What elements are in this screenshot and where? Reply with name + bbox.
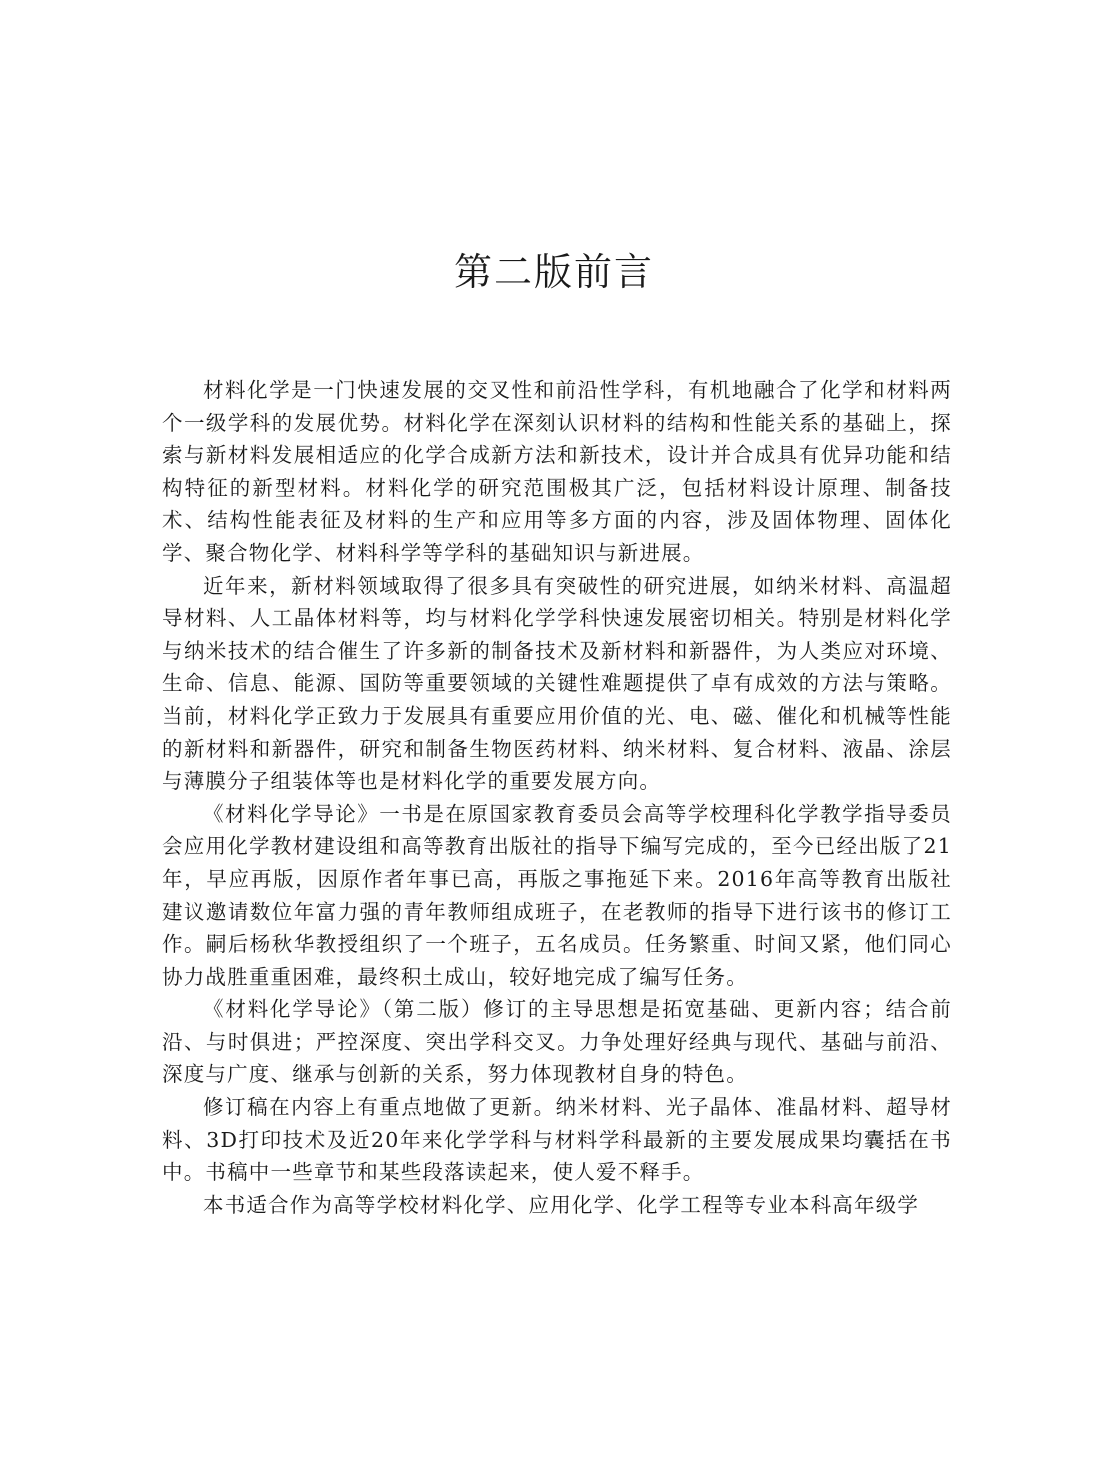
paragraph: 材料化学是一门快速发展的交叉性和前沿性学科，有机地融合了化学和材料两个一级学科的发展优势。材料化学在深刻认识材料的结构和性能关系的基础上，探索与新材料发展相适应的化学合成新方法和新技术，设计并合成具有优异功能和结构特征的新型材料。材料化学的研究范围极其广泛，包括材料设计原理、制备技术、结构性能表征及材料的生产和应用等多方面的内容，涉及固体物理、固体化学、聚合物化学、材料科学等学科的基础知识与新进展。 — [162, 378, 952, 565]
paragraph: 近年来，新材料领域取得了很多具有突破性的研究进展，如纳米材料、高温超导材料、人工晶体材料等，均与材料化学学科快速发展密切相关。特别是材料化学与纳米技术的结合催生了许多新的制备技术及新材料和新器件，为人类应对环境、生命、信息、能源、国防等重要领域的关键性难题提供了卓有成效的方法与策略。当前，材料化学正致力于发展具有重要应用价值的光、电、磁、催化和机械等性能的新材料和新器件，研究和制备生物医药材料、纳米材料、复合材料、液晶、涂层与薄膜分子组装体等也是材料化学的重要发展方向。 — [162, 573, 952, 794]
page-title: 第二版前言 — [453, 250, 654, 294]
paragraph: 本书适合作为高等学校材料化学、应用化学、化学工程等专业本科高年级学 — [203, 1192, 920, 1217]
paragraph: 《材料化学导论》（第二版）修订的主导思想是拓宽基础、更新内容；结合前沿、与时俱进；严控深度、突出学科交叉。力争处理好经典与现代、基础与前沿、深度与广度、继承与创新的关系，努力体现教材自身的特色。 — [162, 997, 952, 1087]
paragraph: 《材料化学导论》一书是在原国家教育委员会高等学校理科化学教学指导委员会应用化学教材建设组和高等教育出版社的指导下编写完成的，至今已经出版了21年，早应再版，因原作者年事已高，再版之事拖延下来。2016年高等教育出版社建议邀请数位年富力强的青年教师组成班子，在老教师的指导下进行该书的修订工作。嗣后杨秋华教授组织了一个班子，五名成员。任务繁重、时间又紧，他们同心协力战胜重重困难，最终积土成山，较好地完成了编写任务。 — [162, 801, 952, 989]
paragraph: 修订稿在内容上有重点地做了更新。纳米材料、光子晶体、准晶材料、超导材料、3D打印技术及近20年来化学学科与材料学科最新的主要发展成果均囊括在书中。书稿中一些章节和某些段落读起来，使人爱不释手。 — [162, 1095, 952, 1185]
preface-body — [162, 374, 952, 1221]
